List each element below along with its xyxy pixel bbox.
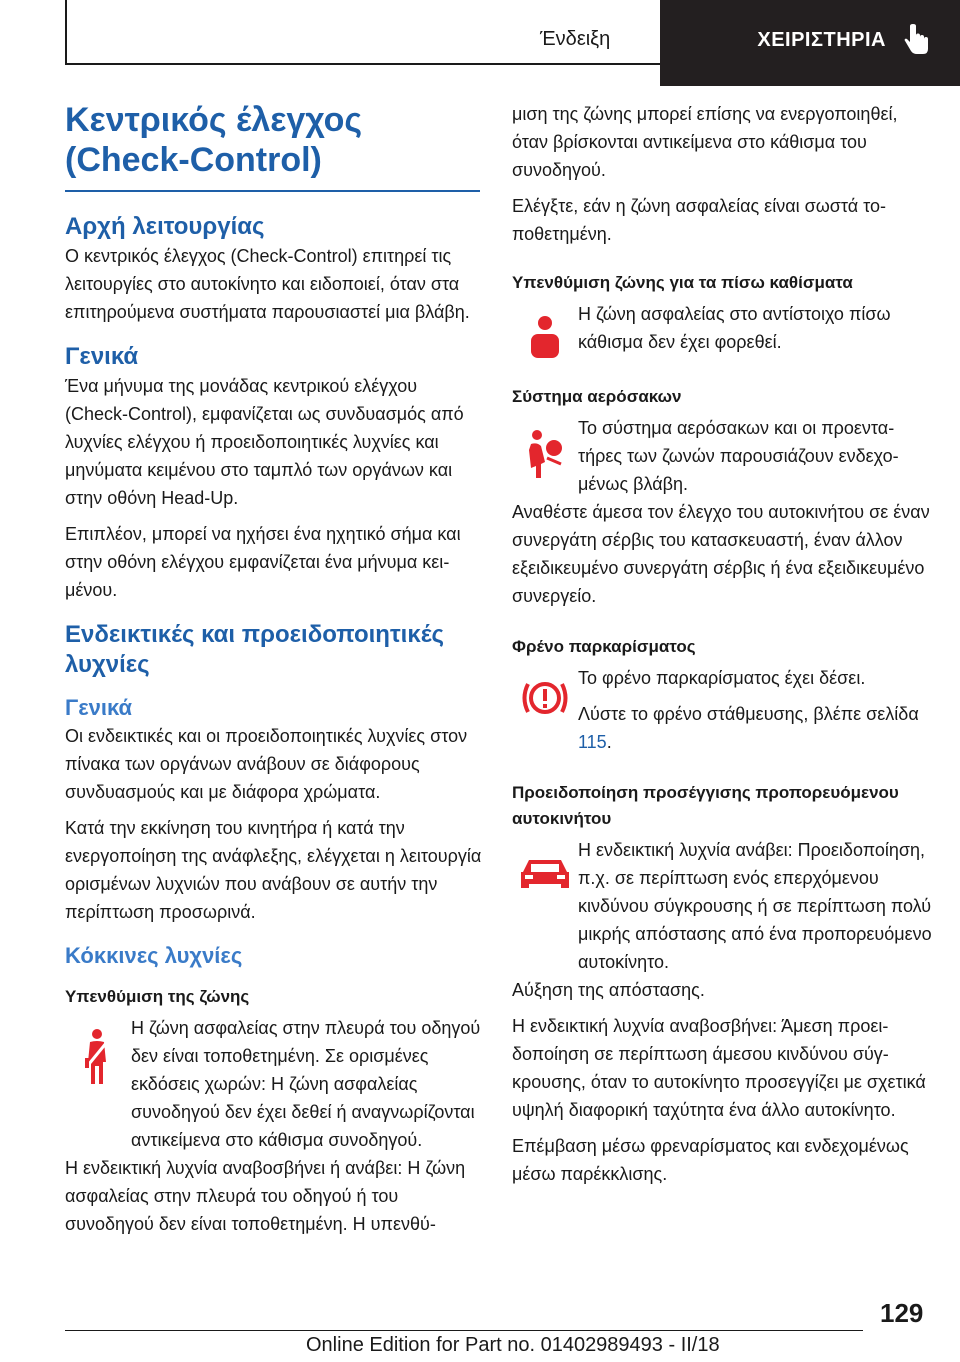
collision-warning-text: Η ενδεικτική λυχνία ανάβει: Προειδοποίηση, π.χ. σε περίπτωση ενός επερχόμενου κινδύνου σύγκρουσης ή σε περίπτωση πολύ μικρής απόστασης από ένα προπορευόμενο αυτοκίνητο.	[578, 840, 932, 972]
left-column	[65, 100, 485, 1246]
airbag-text: Το σύστημα αερόσακων και οι προεντατήρες των ζωνών παρουσιάζουν ενδεχομένως βλάβη.	[578, 418, 899, 494]
general-heading: Γενικά	[65, 343, 139, 370]
seatbelt-driver-icon	[83, 1028, 113, 1088]
principle-heading: Αρχή λειτουργίας	[65, 213, 265, 240]
rear-belt-text: Η ζώνη ασφαλείας στο αντίστοιχο πίσω κάθισμα δεν έχει φορεθεί.	[578, 304, 891, 352]
airbag-icon	[527, 428, 563, 480]
rear-belt-block	[512, 300, 932, 360]
collision-warning-block	[512, 836, 932, 976]
footer-rule	[65, 1330, 863, 1331]
chapter-tab-label: ΧΕΙΡΙΣΤΗΡΙΑ	[757, 28, 886, 51]
collision-text-4: Επέμβαση μέσω φρεναρίσματος και ενδεχομένως μέσω παρέκκλισης.	[512, 1136, 909, 1184]
parking-brake-release-end: .	[606, 732, 612, 752]
parking-brake-release-text: Λύστε το φρένο στάθμευσης, βλέπε σελίδα	[578, 704, 919, 724]
header-rule-vertical	[65, 0, 67, 64]
airbag-text-2: Αναθέστε άμεσα τον έλεγχο του αυτοκινήτου σε έναν συνεργάτη σέρβις του κατασκευαστή, έναν άλλον εξειδικευμένο συνεργάτη σέρβις ή ένα εξειδικευμένο συνεργείο.	[512, 502, 930, 606]
belt-reminder-continued: μιση της ζώνης μπορεί επίσης να ενεργοποιηθεί, όταν βρίσκονται αντικείμενα στο κάθισμα του συνοδηγού.	[512, 104, 898, 180]
hand-pointer-icon	[904, 24, 930, 56]
collision-text-2: Αύξηση της απόστασης.	[512, 980, 705, 1000]
seatbelt-rear-icon	[527, 314, 563, 360]
chapter-tab[interactable]	[660, 0, 960, 86]
belt-check-text: Ελέγξτε, εάν η ζώνη ασφαλείας είναι σωστά τοποθετημένη.	[512, 196, 886, 244]
header-rule	[65, 63, 660, 65]
collision-text-3: Η ενδεικτική λυχνία αναβοσβήνει: Άμεση προειδοποίηση σε περίπτωση άμεσου κινδύνου σύγκρουσης, όταν το αυτοκίνητο προσεγγίζει με σχετικά υψηλή διαφορική ταχύτητα ένα άλλο αυτοκίνητο.	[512, 1016, 926, 1120]
right-column	[512, 100, 932, 1196]
footer-edition: Online Edition for Part no. 01402989493 - II/18	[306, 1334, 720, 1356]
belt-reminder-text-2: Η ενδεικτική λυχνία αναβοσβήνει ή ανάβει: Η ζώνη ασφαλείας στην πλευρά του οδηγού ή του συνοδηγού δεν είναι τοποθετημένη. Η υπενθύ-	[65, 1158, 466, 1234]
parking-brake-text-group	[578, 664, 932, 756]
principle-text: Ο κεντρικός έλεγχος (Check-Control) επιτηρεί τις λειτουργίες στο αυτοκίνητο και ειδοποιεί, όταν στα επιτηρούμενα συστήματα παρουσιαστεί μια βλάβη.	[65, 246, 470, 322]
rear-belt-heading: Υπενθύμιση ζώνης για τα πίσω καθίσματα	[512, 273, 853, 292]
lamps-text-1: Οι ενδεικτικές και οι προειδοποιητικές λυχνίες στον πίνακα των οργάνων ανάβουν σε διάφορους συνδυασμούς και με διάφορα χρώματα.	[65, 726, 468, 802]
airbag-block	[512, 414, 932, 498]
belt-reminder-block	[65, 1014, 485, 1154]
red-lamps-heading: Κόκκινες λυχνίες	[65, 943, 243, 968]
lamps-heading: Ενδεικτικές και προειδοποιητικές λυχνίες	[65, 621, 445, 678]
parking-brake-release	[578, 700, 932, 756]
belt-reminder-text: Η ζώνη ασφαλείας στην πλευρά του οδηγού δεν είναι τοποθετημένη. Σε ορισμένες εκδόσεις χωρών: Η ζώνη ασφαλείας συνοδηγού δεν έχει δεθεί ή αναγνωρίζονται αντικείμενα στο κάθισμα συνοδηγού.	[131, 1018, 481, 1150]
page-title: Κεντρικός έλεγχος (Check-Control)	[65, 101, 363, 179]
general-text-2: Επιπλέον, μπορεί να ηχήσει ένα ηχητικό σήμα και στην οθόνη ελέγχου εμφανίζεται ένα μήνυμα κειμένου.	[65, 524, 461, 600]
lamps-text-2: Κατά την εκκίνηση του κινητήρα ή κατά την ενεργοποίηση της ανάφλεξης, ελέγχεται η λειτουργία ορισμένων λυχνιών που ανάβουν σε αυτήν την περίπτωση προσωρινά.	[65, 818, 482, 922]
parking-brake-text: Το φρένο παρκαρίσματος έχει δέσει.	[578, 668, 866, 688]
general-text-1: Ένα μήνυμα της μονάδας κεντρικού ελέγχου (Check-Control), εμφανίζεται ως συνδυασμός από λυχνίες ελέγχου ή προειδοποιητικές λυχνίες και μηνύματα κειμένου στο ταμπλό των οργάνων και στην οθόνη Head-Up.	[65, 376, 464, 508]
parking-brake-icon	[520, 678, 570, 718]
belt-reminder-heading: Υπενθύμιση της ζώνης	[65, 987, 250, 1006]
parking-brake-block	[512, 664, 932, 756]
page-number: 129	[880, 1298, 924, 1328]
collision-warning-heading: Προειδοποίηση προσέγγισης προπορευόμενου αυτοκινήτου	[512, 783, 899, 828]
lamps-general-heading: Γενικά	[65, 695, 133, 720]
parking-brake-heading: Φρένο παρκαρίσματος	[512, 637, 696, 656]
airbag-heading: Σύστημα αερόσακων	[512, 387, 682, 406]
title-rule	[65, 190, 480, 192]
car-front-icon	[519, 856, 571, 892]
page-reference-link[interactable]: 115	[578, 732, 607, 752]
header-section-title: Ένδειξη	[540, 28, 611, 50]
